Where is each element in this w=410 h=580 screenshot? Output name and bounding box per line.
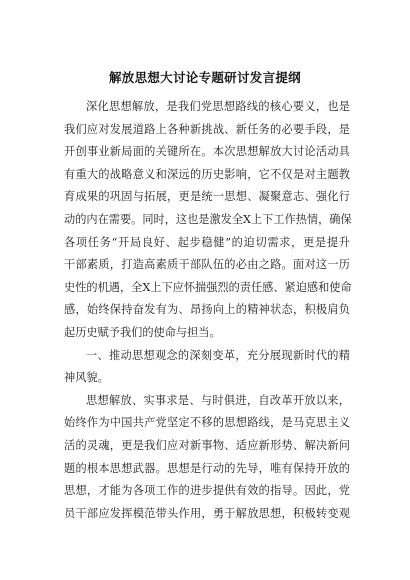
text-line: 起历史赋予我们的使命与担当。 xyxy=(64,325,221,339)
text-line: 干部素质，打造高素质干部队伍的必由之路。面对这一历 xyxy=(64,258,350,272)
text-line: 感，始终保持奋发有为、昂扬向上的精神状态，积极肩负 xyxy=(64,303,350,317)
text-line: 一、推动思想观念的深刻变革，充分展现新时代的精 xyxy=(86,348,350,362)
text-line: 深化思想解放，是我们党思想路线的核心要义，也是 xyxy=(86,100,350,113)
document-body xyxy=(64,96,350,525)
text-line: 有重大的战略意义和深远的历史影响，它不仅是对主题教 xyxy=(64,167,350,181)
text-line: 我们应对发展道路上各种新挑战、新任务的必要手段，是 xyxy=(64,122,350,136)
text-line: 开创事业新局面的关键所在。本次思想解放大讨论活动具 xyxy=(64,145,350,159)
text-line: 各项任务“开局良好、起步稳健”的迫切需求，更是提升 xyxy=(64,235,350,249)
text-line: 神风貌。 xyxy=(64,371,109,385)
text-line: 题的根本思想武器。思想是行动的先导，唯有保持开放的 xyxy=(64,461,350,475)
text-line: 始终作为中国共产党坚定不移的思想路线，是马克思主义 xyxy=(64,416,350,430)
text-line: 史性的机遇，全X上下应怀揣强烈的责任感、紧迫感和使命 xyxy=(64,280,352,294)
document-title: 解放思想大讨论专题研讨发言提纲 xyxy=(108,70,301,85)
text-line: 活的灵魂，更是我们应对新事物、适应新形势、解决新问 xyxy=(64,438,350,452)
text-line: 员干部应发挥模范带头作用，勇于解放思想，积极转变观 xyxy=(64,506,350,520)
text-line: 动的内在需要。同时，这也是激发全X上下工作热情，确保 xyxy=(64,212,352,226)
text-line: 思想解放、实事求是、与时俱进，自改革开放以来， xyxy=(86,393,350,407)
text-line: 育成果的巩固与拓展，更是统一思想、凝聚意志、强化行 xyxy=(64,190,350,204)
text-line: 思想，才能为各项工作的进步提供有效的指导。因此，党 xyxy=(64,484,350,498)
